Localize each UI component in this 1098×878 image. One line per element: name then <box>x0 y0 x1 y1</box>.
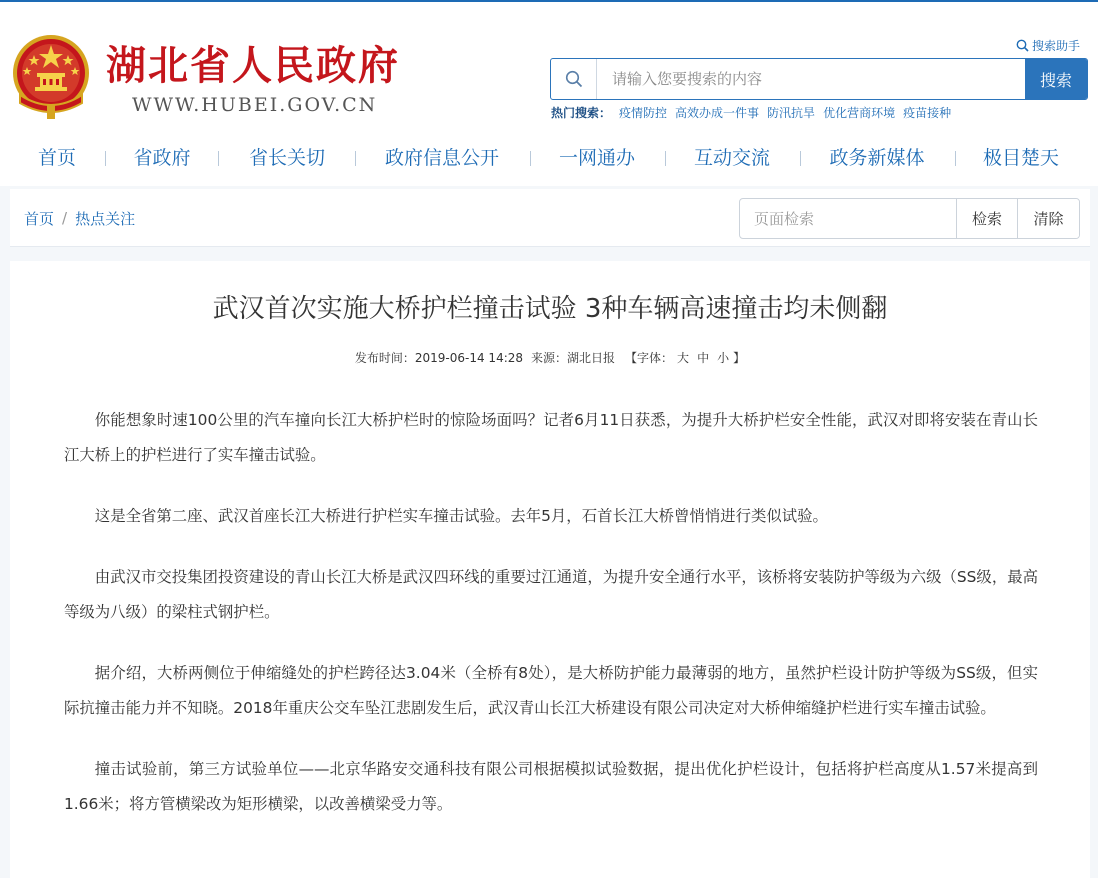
search-button[interactable]: 搜索 <box>1025 59 1087 99</box>
page-clear-button[interactable]: 清除 <box>1017 199 1079 238</box>
article <box>10 261 1090 878</box>
font-size-small-link[interactable]: 小 <box>717 351 730 365</box>
article-body <box>64 403 1038 848</box>
search-input[interactable] <box>598 59 1026 99</box>
page-search-button[interactable]: 检索 <box>956 199 1017 238</box>
search-help-label: 搜索助手 <box>1032 38 1081 53</box>
breadcrumb-home[interactable]: 首页 <box>24 209 55 228</box>
nav-item-jimu-chutian[interactable]: 极目楚天 <box>982 147 1060 169</box>
font-size-label: 【字体： <box>625 351 674 365</box>
nav-item-governor-concerns[interactable]: 省长关切 <box>248 147 326 169</box>
site-url: WWW.HUBEI.GOV.CN <box>132 94 378 116</box>
font-size-large-link[interactable]: 大 <box>677 351 690 365</box>
nav-item-online-services[interactable]: 一网通办 <box>558 147 636 169</box>
article-paragraph: 这是全省第二座、武汉首座长江大桥进行护栏实车撞击试验。去年5月，石首长江大桥曾悄悄进行类似试验。 <box>94 507 828 525</box>
hot-search-item[interactable]: 疫情防控 <box>619 105 668 120</box>
font-size-label-end: 】 <box>733 351 746 365</box>
article-meta <box>10 349 1090 367</box>
search-icon-cell <box>551 59 597 99</box>
breadcrumb-current[interactable]: 热点关注 <box>75 209 136 228</box>
national-emblem-icon <box>10 31 92 121</box>
nav-separator <box>530 151 531 166</box>
nav-separator <box>105 151 106 166</box>
nav-separator <box>800 151 801 166</box>
page-search-box <box>739 198 1080 239</box>
article-paragraph: 你能想象时速100公里的汽车撞向长江大桥护栏时的惊险场面吗？记者6月11日获悉，为提升大桥护栏安全性能，武汉对即将安装在青山长江大桥上的护栏进行了实车撞击试验。 <box>64 411 1038 464</box>
page-search-input[interactable] <box>740 199 956 238</box>
site-name: 湖北省人民政府 <box>106 43 400 89</box>
main-nav <box>0 143 1098 173</box>
site-header <box>0 2 1098 186</box>
hot-search-item[interactable]: 高效办成一件事 <box>675 105 760 120</box>
hot-search-label: 热门搜索： <box>551 105 612 120</box>
breadcrumb-separator: / <box>62 209 68 227</box>
breadcrumb <box>24 208 135 228</box>
article-title: 武汉首次实施大桥护栏撞击试验 3种车辆高速撞击均未侧翻 <box>212 294 888 324</box>
font-size-medium-link[interactable]: 中 <box>697 351 710 365</box>
article-source: 来源：湖北日报 <box>531 351 616 365</box>
nav-separator <box>955 151 956 166</box>
article-paragraph: 由武汉市交投集团投资建设的青山长江大桥是武汉四环线的重要过江通道，为提升安全通行水平，该桥将安装防护等级为六级（SS级，最高等级为八级）的梁柱式钢护栏。 <box>64 568 1038 621</box>
hot-search-item[interactable]: 防汛抗旱 <box>767 105 816 120</box>
nav-separator <box>355 151 356 166</box>
article-paragraph: 据介绍，大桥两侧位于伸缩缝处的护栏跨径达3.04米（全桥有8处），是大桥防护能力最薄弱的地方，虽然护栏设计防护等级为SS级，但实际抗撞击能力并不知晓。2018年重庆公交车坠江悲剧发生后，武汉青山长江大桥建设有限公司决定对大桥伸缩缝护栏进行实车撞击试验。 <box>64 664 1038 717</box>
search-help-icon <box>1016 39 1029 52</box>
article-paragraph: 撞击试验前，第三方试验单位——北京华路安交通科技有限公司根据模拟试验数据，提出优化护栏设计，包括将护栏高度从1.57米提高到1.66米；将方管横梁改为矩形横梁，以改善横梁受力等。 <box>64 760 1038 813</box>
nav-item-home[interactable]: 首页 <box>37 147 77 169</box>
nav-separator <box>218 151 219 166</box>
publish-time: 发布时间：2019-06-14 14:28 <box>354 351 524 365</box>
breadcrumb-bar <box>10 189 1090 247</box>
search-help-link[interactable] <box>1016 36 1080 54</box>
nav-item-provincial-government[interactable]: 省政府 <box>133 147 191 169</box>
hot-search-item[interactable]: 优化营商环境 <box>823 105 896 120</box>
nav-item-new-media[interactable]: 政务新媒体 <box>829 147 925 169</box>
site-search-box <box>550 58 1088 100</box>
hot-search <box>551 103 959 121</box>
nav-separator <box>665 151 666 166</box>
nav-item-interaction[interactable]: 互动交流 <box>693 147 771 169</box>
search-icon <box>565 70 583 88</box>
nav-item-information-disclosure[interactable]: 政府信息公开 <box>384 147 500 169</box>
hot-search-item[interactable]: 疫苗接种 <box>903 105 952 120</box>
